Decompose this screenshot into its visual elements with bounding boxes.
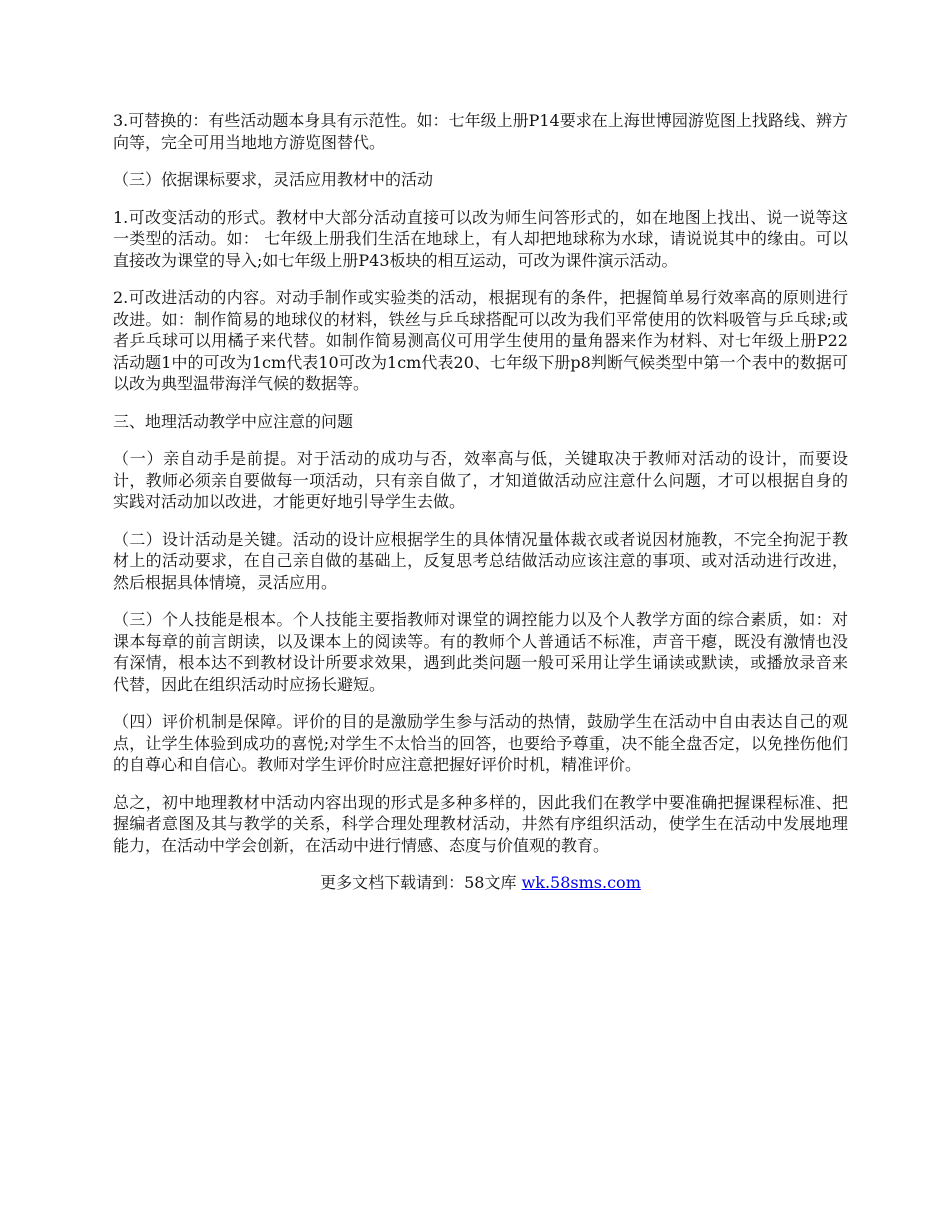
paragraph-design-key: （二）设计活动是关键。活动的设计应根据学生的具体情况量体裁衣或者说因材施教，不完全拘泥于教材上的活动要求，在自己亲自做的基础上，反复思考总结做活动应该注意的事项、或对活动进行改进，然后根据具体情境，灵活应用。 — [113, 529, 848, 592]
footer-download-note — [113, 872, 848, 894]
paragraph-change-activity-form: 1.可改变活动的形式。教材中大部分活动直接可以改为师生问答形式的，如在地图上找出、说一说等这一类型的活动。如： 七年级上册我们生活在地球上，有人却把地球称为水球，请说说其中的缘由。可以直接改为课堂的导入;如七年级上册P43板块的相互运动，可改为课件演示活动。 — [113, 207, 848, 270]
footer-prefix: 更多文档下载请到：58文库 — [320, 873, 522, 892]
section-heading-flexible-use: （三）依据课标要求，灵活应用教材中的活动 — [113, 170, 434, 189]
document-body — [113, 110, 848, 894]
paragraph-personal-skills: （三）个人技能是根本。个人技能主要指教师对课堂的调控能力以及个人教学方面的综合素质，如：对课本每章的前言朗读，以及课本上的阅读等。有的教师个人普通话不标准，声音干瘪，既没有激情也没有深情，根本达不到教材设计所要求效果，遇到此类问题一般可采用让学生诵读或默读，或播放录音来代替，因此在组织活动时应扬长避短。 — [113, 610, 848, 694]
footer-link[interactable]: wk.58sms.com — [521, 873, 641, 892]
section-heading-issues: 三、地理活动教学中应注意的问题 — [113, 411, 354, 431]
paragraph-improve-activity-content: 2.可改进活动的内容。对动手制作或实验类的活动，根据现有的条件，把握简单易行效率高的原则进行改进。如：制作简易的地球仪的材料，铁丝与乒乓球搭配可以改为我们平常使用的饮料吸管与乒乓球;或者乒乓球可以用橘子来代替。如制作简易测高仪可用学生使用的量角器来作为材料、对七年级上册P22活动题1中的可改为1cm代表10可改为1cm代表20、七年级下册p8判断气候类型中第一个表中的数据可以改为典型温带海洋气候的数据等。 — [113, 288, 848, 393]
paragraph-conclusion: 总之，初中地理教材中活动内容出现的形式是多种多样的，因此我们在教学中要准确把握课程标准、把握编者意图及其与教学的关系，科学合理处理教材活动，井然有序组织活动，使学生在活动中发展地理能力，在活动中学会创新，在活动中进行情感、态度与价值观的教育。 — [113, 792, 848, 855]
paragraph-evaluation-mechanism: （四）评价机制是保障。评价的目的是激励学生参与活动的热情，鼓励学生在活动中自由表达自己的观点，让学生体验到成功的喜悦;对学生不太恰当的回答，也要给予尊重，决不能全盘否定，以免挫伤他们的自尊心和自信心。教师对学生评价时应注意把握好评价时机，精准评价。 — [113, 712, 848, 774]
paragraph-replaceable-activities: 3.可替换的：有些活动题本身具有示范性。如：七年级上册P14要求在上海世博园游览图上找路线、辨方向等，完全可用当地地方游览图替代。 — [113, 111, 848, 152]
paragraph-hands-on-premise: （一）亲自动手是前提。对于活动的成功与否，效率高与低，关键取决于教师对活动的设计，而要设计，教师必须亲自要做每一项活动，只有亲自做了，才知道做活动应注意什么问题，才可以根据自身的实践对活动加以改进，才能更好地引导学生去做。 — [113, 449, 848, 511]
